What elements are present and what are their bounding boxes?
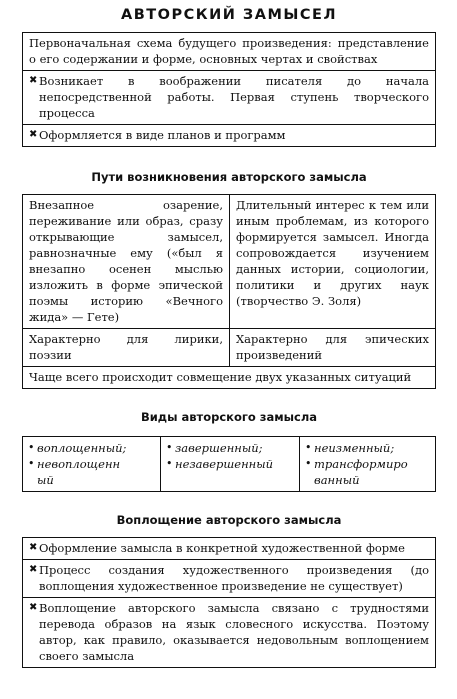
origins-right-note: Характерно для эпических произведений	[229, 329, 435, 366]
origins-right-text: Длительный интерес к тем или иным проблемам, из которого формируется замысел. Иногда сопровождается изучением данных истории, социологии, политики и других наук (творчество Э. Золя)	[229, 195, 435, 328]
section-heading: Пути возникновения авторского замысла	[91, 170, 367, 184]
cross-icon: ✖	[29, 129, 38, 140]
types-column	[299, 437, 435, 491]
bullet-dot-icon: •	[305, 457, 312, 470]
list-item: • незавершенный	[166, 457, 273, 471]
page-title: АВТОРСКИЙ ЗАМЫСЕЛ	[121, 7, 337, 23]
definition-text: Первоначальная схема будущего произведения: представление о его содержании и форме, основных чертах и свойствах	[29, 36, 429, 66]
section-heading: Воплощение авторского замысла	[116, 513, 342, 527]
cross-icon: ✖	[29, 602, 38, 613]
definition-bullet-text: Возникает в воображении писателя до начала непосредственной работы. Первая ступень творческого процесса	[39, 74, 429, 120]
cross-icon: ✖	[29, 564, 38, 575]
list-item: • невоплощенный	[28, 457, 121, 487]
list-item: • завершенный;	[166, 441, 263, 455]
origins-note-row	[23, 328, 435, 366]
origins-main-row	[23, 195, 435, 328]
cross-icon: ✖	[29, 542, 38, 553]
types-box	[22, 436, 436, 492]
bullet-dot-icon: •	[28, 457, 35, 470]
definition-box	[22, 32, 436, 147]
list-item: • неизменный;	[305, 441, 395, 455]
embodiment-bullet: ✖ Процесс создания художественного произведения (до воплощения художественное произведение не существует)	[23, 559, 435, 597]
origins-box	[22, 194, 436, 389]
embodiment-box	[22, 537, 436, 668]
document	[22, 0, 436, 668]
section-heading: Виды авторского замысла	[140, 410, 318, 424]
origins-left-note: Характерно для лирики, поэзии	[29, 332, 223, 362]
bullet-dot-icon: •	[166, 457, 173, 470]
types-column	[23, 437, 160, 491]
bullet-dot-icon: •	[166, 441, 173, 454]
bullet-dot-icon: •	[28, 441, 35, 454]
origins-left-text: Внезапное озарение, переживание или образ, сразу открывающие замысел, равнозначные ему («был я внезапно осенен мыслью изложить в форме эпической поэмы историю «Вечного жида» — Гете)	[29, 198, 223, 324]
types-column	[160, 437, 299, 491]
origins-footer: Чаще всего происходит совмещение двух указанных ситуаций	[23, 366, 435, 388]
embodiment-bullet: ✖ Воплощение авторского замысла связано с трудностями перевода образов на язык словесного искусства. Поэтому автор, как правило, оказывается недовольным воплощением своего замысла	[23, 597, 435, 667]
bullet-dot-icon: •	[305, 441, 312, 454]
embodiment-bullet: ✖ Оформление замысла в конкретной художественной форме	[29, 541, 405, 555]
list-item: • трансформированный	[305, 457, 408, 487]
definition-bullet	[23, 70, 435, 124]
definition-bullet	[23, 124, 435, 146]
list-item: • воплощенный;	[28, 441, 127, 455]
definition-bullet-text: Оформляется в виде планов и программ	[39, 128, 286, 142]
cross-icon: ✖	[29, 75, 38, 86]
